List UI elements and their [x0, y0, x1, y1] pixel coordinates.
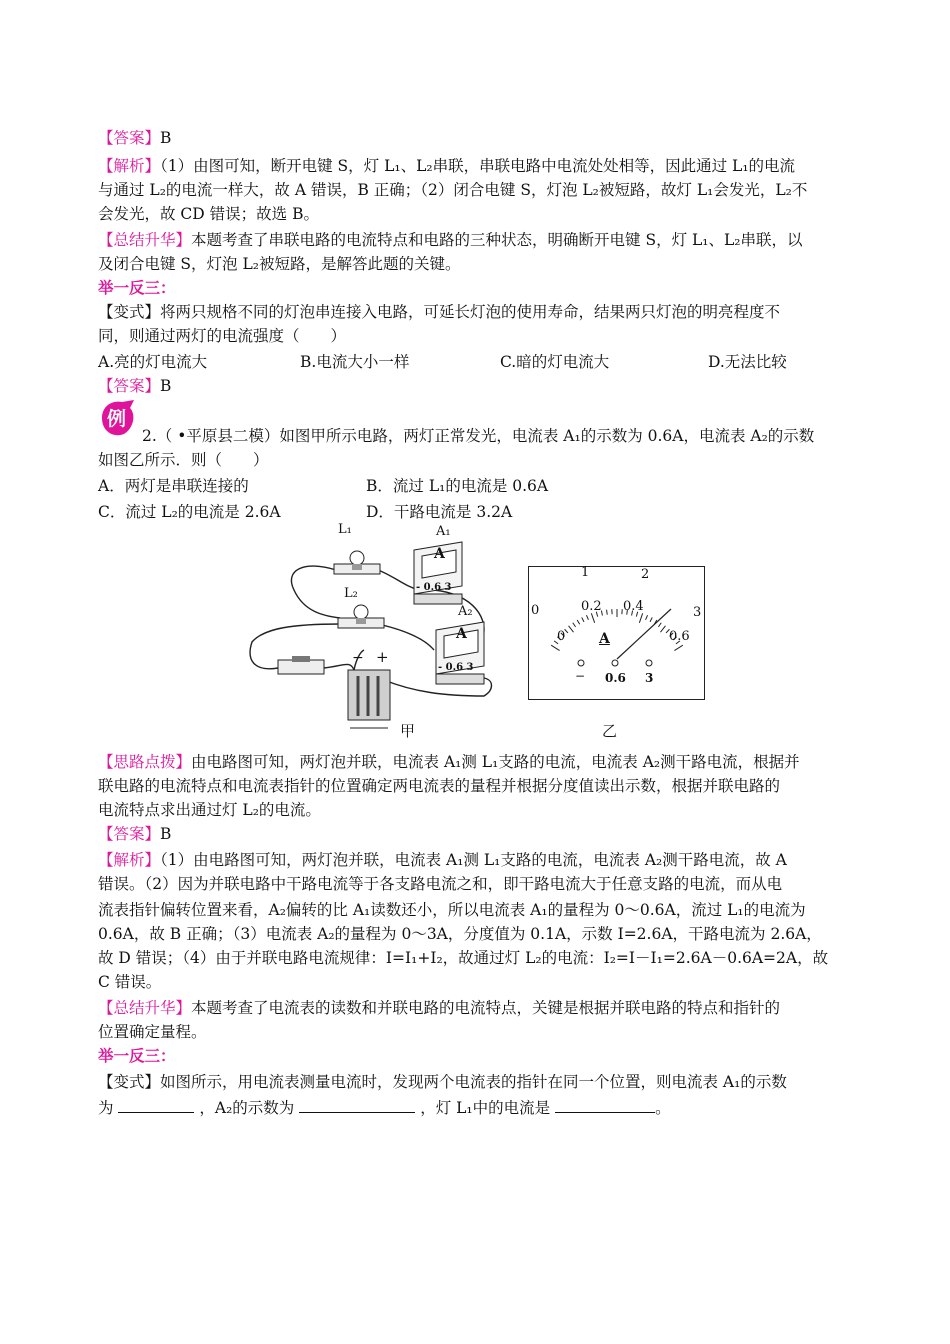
outer-tick-3: 3 — [693, 605, 702, 620]
hint-text-1: 由电路图可知，两灯泡并联，电流表 A₁测 L₁支路的电流，电流表 A₂测干路电流，根据并 — [191, 753, 800, 771]
caption-yi: 乙 — [602, 722, 618, 740]
example-option-a: A．两灯是串联连接的 — [98, 477, 249, 495]
circuit-figure-jia — [244, 520, 500, 742]
dial-tick — [607, 610, 608, 615]
hint-tag: 【思路点拨】 — [98, 753, 192, 771]
dial-tick — [660, 626, 665, 632]
meter-a2-terminals: - 0.6 3 — [438, 662, 474, 673]
answer-blank-l1[interactable] — [555, 1096, 655, 1113]
answer-line-2 — [98, 822, 858, 846]
analysis2-line-5: 故 D 错误；（4）由于并联电路电流规律：I=I₁+I₂，故通过灯 L₂的电流：I₂=I－I₁=2.6A－0.6A=2A，故 — [98, 949, 829, 967]
answer-blank-a1[interactable] — [118, 1096, 194, 1113]
dial-tick — [573, 623, 576, 627]
variant-question-1: 【变式】将两只规格不同的灯泡串连接入电路，可延长灯泡的使用寿命，结果两只灯泡的明亮程度不 — [98, 303, 781, 321]
ammeter-dial-yi — [528, 566, 705, 700]
example-question-1: 2.（ •平原县二模）如图甲所示电路，两灯正常发光，电流表 A₁的示数为 0.6A，电流表 A₂的示数 — [142, 427, 815, 445]
battery-minus: − — [352, 650, 364, 666]
dial-tick — [569, 626, 574, 632]
hint-line-2: 联电路的电流特点和电流表指针的位置确定两电流表的量程并根据分度值读出示数，根据并联电路的 — [98, 777, 781, 795]
battery-plus: + — [376, 648, 389, 666]
dial-tick — [646, 615, 648, 620]
analysis2-line-6: C 错误。 — [98, 973, 162, 991]
analysis-text-1: （1）由图可知，断开电键 S，灯 L₁、L₂串联，串联电路中电流处处相等，因此通过 L₁的电流 — [160, 157, 796, 175]
summary2-line-2: 位置确定量程。 — [98, 1023, 207, 1041]
label-l1: L₁ — [338, 522, 352, 537]
meter-a1-letter: A — [434, 546, 445, 562]
caption-jia: 甲 — [400, 722, 416, 740]
analysis-line-2: 与通过 L₂的电流一样大，故 A 错误，B 正确；（2）闭合电键 S，灯泡 L₂被短路，故灯 L₁会发光，L₂不 — [98, 181, 808, 199]
summary-line-2: 及闭合电键 S，灯泡 L₂被短路，是解答此题的关键。 — [98, 255, 461, 273]
dial-tick — [586, 615, 588, 620]
analysis2-line-1 — [98, 848, 858, 872]
analysis-line-3: 会发光，故 CD 错误；故选 B。 — [98, 205, 319, 223]
terminal-minus-label: − — [575, 669, 586, 683]
hint-line-3: 电流特点求出通过灯 L₂的电流。 — [98, 801, 321, 819]
summary2-text-1: 本题考查了电流表的读数和并联电路的电流特点，关键是根据并联电路的特点和指针的 — [191, 999, 781, 1017]
analysis2-line-2: 错误。（2）因为并联电路中干路电流等于各支路电流之和，即干路电流大于任意支路的电流，而从电 — [98, 875, 783, 893]
example-option-d: D．干路电流是 3.2A — [366, 503, 513, 521]
analysis-tag-2: 【解析】 — [98, 851, 161, 869]
outer-tick-0: 0 — [531, 603, 540, 618]
variant-option-d: D.无法比较 — [708, 353, 787, 371]
summary-line-1 — [98, 228, 858, 252]
summary-tag: 【总结升华】 — [98, 231, 192, 249]
analysis-line-1 — [98, 154, 858, 178]
meter-a2-letter: A — [456, 626, 467, 642]
example-badge-icon — [98, 398, 138, 438]
outer-tick-2: 2 — [641, 567, 650, 582]
dial-tick — [639, 613, 642, 622]
outer-tick-1: 1 — [581, 565, 590, 580]
label-a2: A₂ — [458, 604, 473, 619]
variant2-question-1: 【变式】如图所示，用电流表测量电流时，发现两个电流表的指针在同一个位置，则电流表 A₁的示数 — [98, 1073, 787, 1091]
summary2-line-1 — [98, 996, 858, 1020]
answer-value-2: B — [160, 825, 172, 843]
dial-needle — [617, 609, 671, 659]
answer-tag: 【答案】 — [98, 129, 161, 147]
dial-tick — [674, 645, 682, 650]
terminal-3-label: 3 — [645, 671, 654, 685]
variant-heading: 举一反三： — [98, 278, 176, 297]
label-a1: A₁ — [436, 524, 451, 539]
variant-answer-value: B — [160, 377, 172, 395]
inner-tick-1: 0.2 — [581, 599, 602, 614]
variant2-text-a: 为 — [98, 1099, 114, 1117]
variant-answer-line — [98, 374, 858, 398]
answer-line-1 — [98, 126, 858, 150]
inner-tick-3: 0.6 — [669, 629, 690, 644]
summary-text-1: 本题考查了串联电路的电流特点和电路的三种状态，明确断开电键 S，灯 L₁、L₂串联，以 — [191, 231, 803, 249]
variant-option-b: B.电流大小一样 — [300, 353, 410, 371]
analysis2-line-3: 流表指针偏转位置来看，A₂偏转的比 A₁读数还小，所以电流表 A₁的量程为 0～0.6A，流过 L₁的电流为 — [98, 901, 806, 919]
analysis2-text-1: （1）由电路图可知，两灯泡并联，电流表 A₁测 L₁支路的电流，电流表 A₂测干路电流，故 A — [160, 851, 787, 869]
dial-tick — [577, 620, 580, 624]
inner-tick-2: 0.4 — [623, 599, 644, 614]
example-option-c: C．流过 L₂的电流是 2.6A — [98, 503, 281, 521]
terminal-06-label: 0.6 — [605, 671, 626, 685]
example-question-2: 如图乙所示．则（ ） — [98, 451, 269, 469]
inner-tick-0: 0 — [557, 629, 566, 644]
answer-tag-2: 【答案】 — [98, 825, 161, 843]
dial-tick — [582, 617, 584, 621]
dial-tick — [551, 645, 559, 650]
variant2-text-c: ，灯 L₁中的电流是 — [420, 1099, 551, 1117]
dial-tick — [650, 617, 652, 621]
example-option-b: B．流过 L₁的电流是 0.6A — [366, 477, 549, 495]
variant-answer-tag: 【答案】 — [98, 377, 161, 395]
meter-a1-terminals: - 0.6 3 — [416, 582, 452, 593]
variant-question-2: 同，则通过两灯的电流强度（ ） — [98, 327, 347, 345]
example-badge-text: 例 — [107, 408, 127, 430]
answer-blank-a2[interactable] — [299, 1096, 415, 1113]
dial-tick — [591, 613, 594, 622]
label-l2: L₂ — [344, 586, 358, 601]
variant-option-a: A.亮的灯电流大 — [98, 353, 208, 371]
hint-line-1 — [98, 750, 858, 774]
answer-value: B — [160, 129, 172, 147]
variant2-question-2 — [98, 1096, 858, 1120]
variant2-text-b: ，A₂的示数为 — [199, 1099, 295, 1117]
analysis2-line-4: 0.6A，故 B 正确；（3）电流表 A₂的量程为 0～3A，分度值为 0.1A，示数 I=2.6A，干路电流为 2.6A， — [98, 925, 822, 943]
dial-tick — [658, 623, 661, 627]
analysis-tag: 【解析】 — [98, 157, 161, 175]
variant2-heading: 举一反三： — [98, 1046, 176, 1065]
dial-unit: A — [599, 631, 610, 647]
variant2-text-d: 。 — [655, 1099, 671, 1117]
variant-option-c: C.暗的灯电流大 — [500, 353, 610, 371]
summary-tag-2: 【总结升华】 — [98, 999, 192, 1017]
